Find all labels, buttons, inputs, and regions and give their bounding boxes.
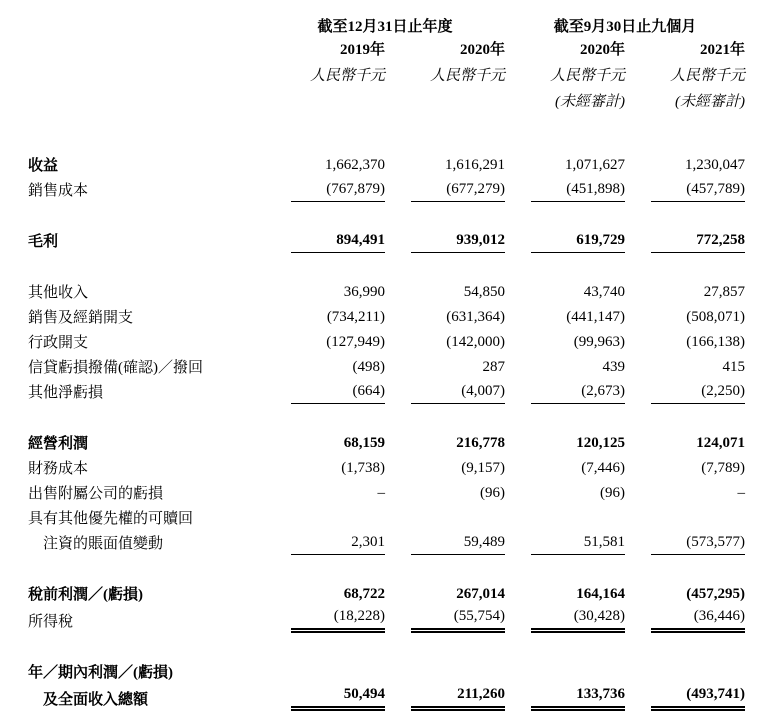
header-unit: 人民幣千元: [669, 68, 745, 84]
table-row: [28, 659, 745, 684]
cell-value: 772,258: [651, 230, 745, 253]
table-row: [28, 279, 745, 304]
cell-value: [651, 525, 745, 530]
header-unit: 人民幣千元: [429, 68, 505, 84]
header-year-2020-9m: 2020年: [579, 42, 625, 58]
header-note-unaudited: (未經審計): [675, 94, 745, 110]
cell-value: 68,722: [343, 586, 385, 602]
cell-value: (451,898): [531, 179, 625, 202]
cell-value: 1,230,047: [685, 157, 745, 173]
cell-value: (127,949): [326, 334, 385, 350]
table-row: [28, 530, 745, 555]
table-row: [28, 505, 745, 530]
cell-value: –: [737, 485, 745, 501]
cell-value: (734,211): [326, 309, 385, 325]
cell-value: (631,364): [446, 309, 505, 325]
table-row: [28, 606, 745, 633]
header-unit: 人民幣千元: [549, 68, 625, 84]
row-label: 年／期內利潤／(虧損): [28, 665, 173, 681]
row-label: 銷售及經銷開支: [28, 310, 134, 326]
header-note-row: [28, 88, 745, 114]
cell-value: 43,740: [583, 284, 625, 300]
cell-value: 120,125: [576, 435, 625, 451]
cell-value: (7,446): [581, 460, 625, 476]
cell-value: (441,147): [566, 309, 625, 325]
cell-value: 267,014: [456, 586, 505, 602]
cell-value: 50,494: [291, 684, 385, 711]
cell-value: 59,489: [411, 532, 505, 555]
row-label: 收益: [28, 158, 59, 174]
cell-value: [531, 525, 625, 530]
row-label: 行政開支: [28, 335, 89, 351]
cell-value: (2,250): [651, 381, 745, 404]
row-label: 信貸虧損撥備(確認)／撥回: [28, 360, 203, 376]
header-group-nine-months: 截至9月30日止九個月: [553, 19, 697, 35]
header-note-unaudited: (未經審計): [555, 94, 625, 110]
table-row: [28, 684, 745, 711]
table-row: [28, 152, 745, 177]
row-label: 毛利: [28, 234, 59, 250]
row-label: 財務成本: [28, 461, 89, 477]
cell-value: 68,159: [343, 435, 385, 451]
cell-value: (508,071): [686, 309, 745, 325]
row-label: 其他收入: [28, 285, 89, 301]
cell-value: 1,071,627: [565, 157, 625, 173]
cell-value: (55,754): [411, 606, 505, 633]
table-row: [28, 354, 745, 379]
row-spacer: [28, 555, 745, 581]
header-note: [291, 109, 385, 114]
cell-value: 287: [482, 359, 505, 375]
cell-value: (4,007): [411, 381, 505, 404]
cell-value: 894,491: [291, 230, 385, 253]
cell-value: (573,577): [651, 532, 745, 555]
cell-value: (767,879): [291, 179, 385, 202]
cell-value: 211,260: [411, 684, 505, 711]
cell-value: 1,662,370: [325, 157, 385, 173]
cell-value: (1,738): [341, 460, 385, 476]
cell-value: 619,729: [531, 230, 625, 253]
cell-value: (166,138): [686, 334, 745, 350]
cell-value: (457,295): [686, 586, 745, 602]
cell-value: 2,301: [291, 532, 385, 555]
header-group-row: [28, 12, 745, 36]
table-row: [28, 581, 745, 606]
table-row: [28, 480, 745, 505]
cell-value: (36,446): [651, 606, 745, 633]
cell-value: 439: [602, 359, 625, 375]
cell-value: [291, 525, 385, 530]
header-note: [411, 109, 505, 114]
cell-value: [411, 525, 505, 530]
table-row: [28, 228, 745, 253]
cell-value: (664): [291, 381, 385, 404]
row-spacer: [28, 633, 745, 659]
cell-value: (493,741): [651, 684, 745, 711]
cell-value: (7,789): [701, 460, 745, 476]
cell-value: (677,279): [411, 179, 505, 202]
row-label: 經營利潤: [28, 436, 89, 452]
cell-value: 54,850: [463, 284, 505, 300]
cell-value: 51,581: [531, 532, 625, 555]
cell-value: 415: [722, 359, 745, 375]
cell-value: (96): [480, 485, 505, 501]
row-label: 銷售成本: [28, 183, 89, 199]
table-row: [28, 379, 745, 404]
cell-value: 36,990: [343, 284, 385, 300]
row-label: 注資的賬面值變動: [43, 536, 164, 552]
header-year-2020: 2020年: [459, 42, 505, 58]
cell-value: (99,963): [573, 334, 625, 350]
cell-value: 27,857: [703, 284, 745, 300]
cell-value: 164,164: [576, 586, 625, 602]
header-unit-row: [28, 62, 745, 88]
header-year-2019: 2019年: [339, 42, 385, 58]
cell-value: 124,071: [696, 435, 745, 451]
header-group-annual: 截至12月31日止年度: [317, 19, 453, 35]
cell-value: (96): [600, 485, 625, 501]
cell-value: (9,157): [461, 460, 505, 476]
table-body: [28, 152, 745, 711]
cell-value: 216,778: [456, 435, 505, 451]
cell-value: (18,228): [291, 606, 385, 633]
cell-value: (142,000): [446, 334, 505, 350]
cell-value: 1,616,291: [445, 157, 505, 173]
cell-value: (457,789): [651, 179, 745, 202]
cell-value: (498): [352, 359, 385, 375]
row-spacer: [28, 202, 745, 228]
cell-value: (2,673): [531, 381, 625, 404]
cell-value: 939,012: [411, 230, 505, 253]
table-row: [28, 177, 745, 202]
row-label: 所得稅: [28, 614, 74, 630]
header-year-2021-9m: 2021年: [699, 42, 745, 58]
row-spacer: [28, 253, 745, 279]
cell-value: 133,736: [531, 684, 625, 711]
table-row: [28, 455, 745, 480]
header-year-row: [28, 36, 745, 62]
row-label: 出售附屬公司的虧損: [28, 486, 164, 502]
row-label: 稅前利潤／(虧損): [28, 587, 143, 603]
row-label: 其他淨虧損: [28, 385, 104, 401]
cell-value: –: [377, 485, 385, 501]
row-label: 及全面收入總額: [43, 692, 149, 708]
table-row: [28, 430, 745, 455]
cell-value: (30,428): [531, 606, 625, 633]
table-row: [28, 304, 745, 329]
row-spacer: [28, 404, 745, 430]
header-unit: 人民幣千元: [309, 68, 385, 84]
row-label: 具有其他優先權的可贖回: [28, 511, 194, 527]
table-row: [28, 329, 745, 354]
